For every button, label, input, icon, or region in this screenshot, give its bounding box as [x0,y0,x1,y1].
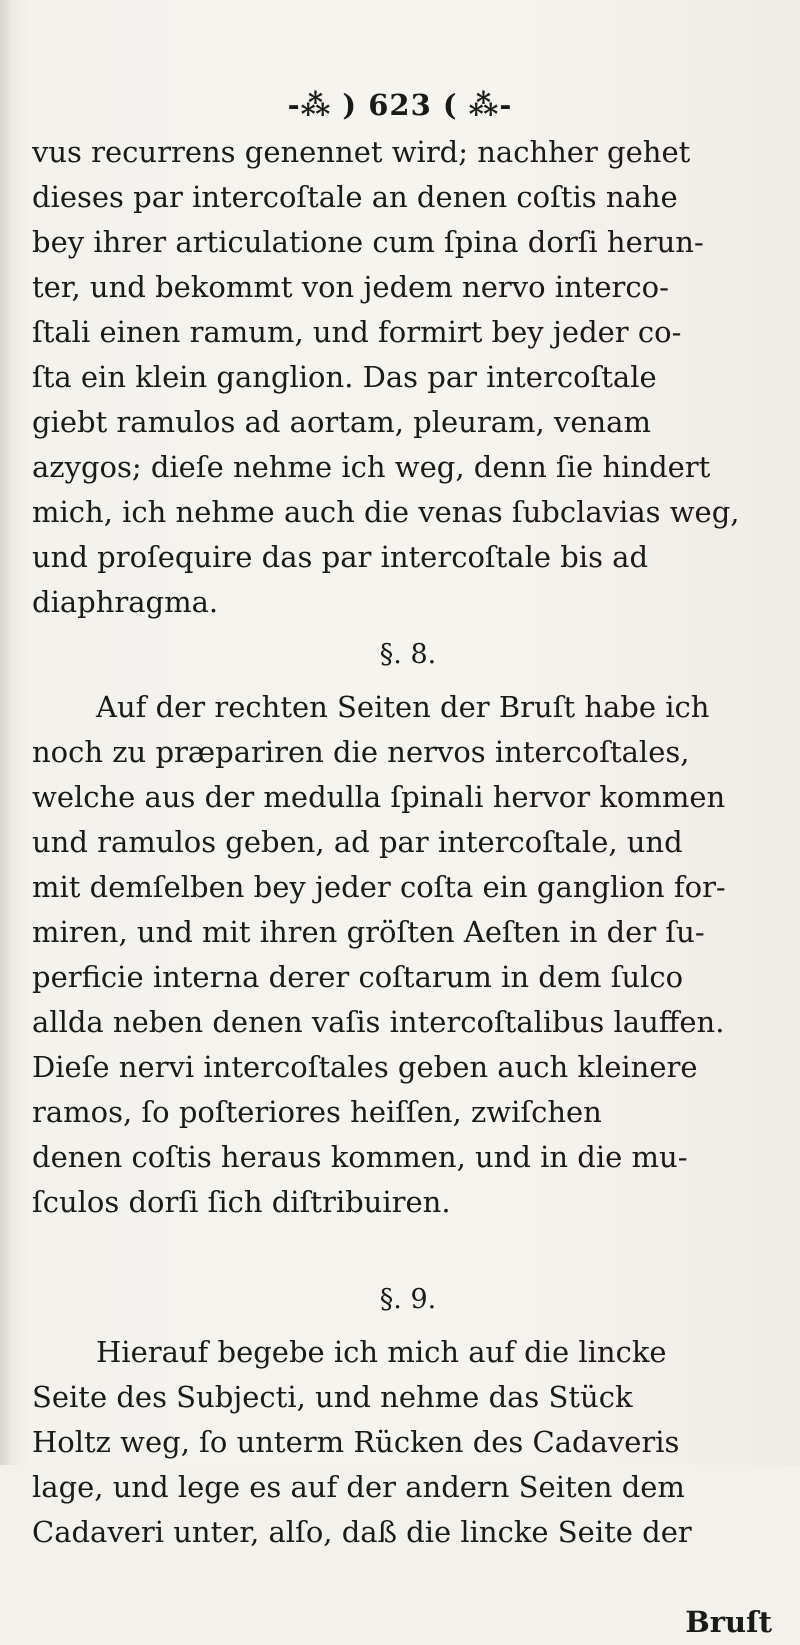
text-line: und proſequire das par intercoſtale bis ad [32,540,649,574]
text-line: giebt ramulos ad aortam, pleuram, venam [32,405,651,439]
text-line: diaphragma. [32,585,219,619]
text-line: lage, und lege es auf der andern Seiten dem [32,1470,685,1504]
text-line: denen coſtis heraus kommen, und in die mu- [32,1140,688,1174]
page-edge-shadow [0,0,12,1465]
page-header: -⁂ ) 623 ( ⁂- [287,88,513,122]
text-line: Dieſe nervi intercoſtales geben auch kleinere [32,1050,698,1084]
text-line: Auf der rechten Seiten der Bruſt habe ich [96,690,710,724]
text-line: mich, ich nehme auch die venas ſubclavias weg, [32,495,740,529]
text-line: ſta ein klein ganglion. Das par intercoſtale [32,360,657,394]
text-line: ſtali einen ramum, und formirt bey jeder co- [32,315,682,349]
text-line: dieses par intercoſtale an denen coſtis nahe [32,180,678,214]
text-line: bey ihrer articulatione cum ſpina dorſi herun- [32,225,704,259]
text-line: Cadaveri unter, alſo, daß die lincke Seite der [32,1515,692,1549]
section-number: §. 8. [379,639,437,670]
text-line: allda neben denen vaſis intercoſtalibus lauffen. [32,1005,725,1039]
text-line: Seite des Subjecti, und nehme das Stück [32,1380,633,1414]
text-line: welche aus der medulla ſpinali hervor kommen [32,780,726,814]
text-line [32,1555,784,1600]
text-line: perficie interna derer coſtarum in dem ſulco [32,960,684,994]
section-number: §. 9. [379,1284,437,1315]
catchword: Bruſt [685,1605,772,1639]
text-line: und ramulos geben, ad par intercoſtale, und [32,825,683,859]
text-line: ſculos dorſi ſich diſtribuiren. [32,1185,451,1219]
text-line [32,1225,784,1270]
text-line: ramos, ſo poſteriores heiſſen, zwiſchen [32,1095,602,1129]
text-line: Holtz weg, ſo unterm Rücken des Cadaveris [32,1425,680,1459]
page-body [32,130,784,1645]
text-line: miren, und mit ihren gröſten Aeſten in der ſu- [32,915,705,949]
text-line: Hierauf begebe ich mich auf die lincke [96,1335,667,1369]
text-line: azygos; dieſe nehme ich weg, denn ſie hindert [32,450,711,484]
text-line: vus recurrens genennet wird; nachher gehet [32,135,691,169]
text-line: ter, und bekommt von jedem nervo interco- [32,270,669,304]
text-line: mit demſelben bey jeder coſta ein ganglion for- [32,870,726,904]
text-line: noch zu præpariren die nervos intercoſtales, [32,735,690,769]
